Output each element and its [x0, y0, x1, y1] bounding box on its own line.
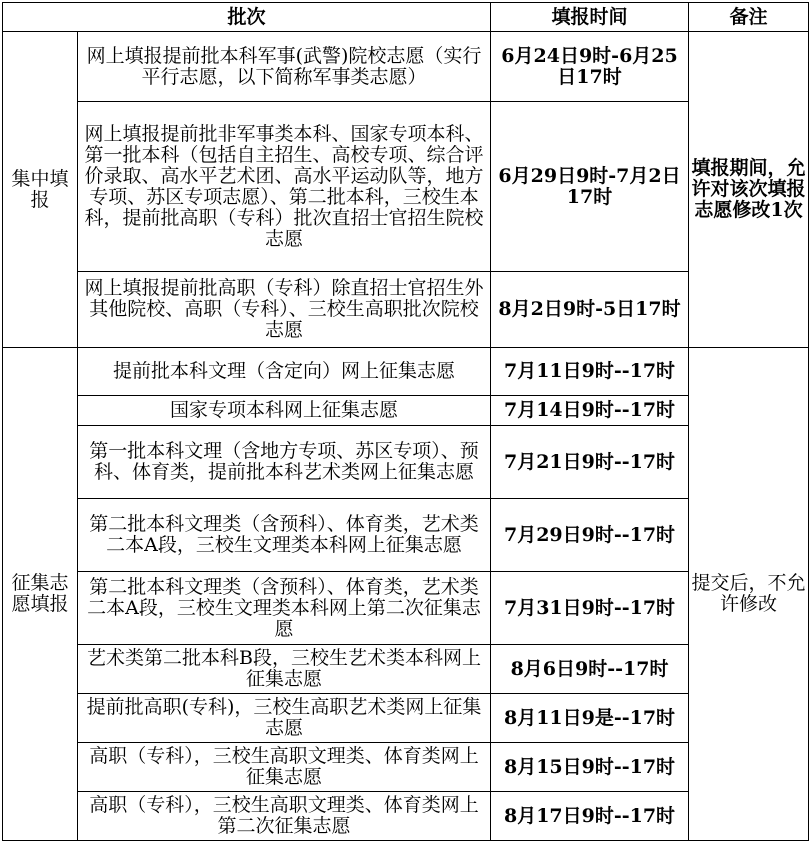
note-solicitation: 提交后，不允许修改 — [689, 348, 809, 841]
batch-desc: 网上填报提前批高职（专科）除直招士官招生外其他院校、高职（专科）、三校生高职批次院校志愿 — [78, 272, 491, 348]
batch-desc: 高职（专科），三校生高职文理类、体育类网上征集志愿 — [78, 743, 491, 792]
batch-time: 8月17日9时--17时 — [491, 792, 689, 841]
header-note: 备注 — [689, 3, 809, 32]
batch-time: 8月2日9时-5日17时 — [491, 272, 689, 348]
batch-desc: 提前批本科文理（含定向）网上征集志愿 — [78, 348, 491, 396]
batch-desc: 国家专项本科网上征集志愿 — [78, 396, 491, 426]
batch-desc: 第二批本科文理类（含预科）、体育类，艺术类二本A段，三校生文理类本科网上第二次征集志愿 — [78, 572, 491, 645]
table-row — [3, 32, 809, 102]
table-row — [3, 645, 809, 694]
batch-time: 6月29日9时-7月2日17时 — [491, 102, 689, 272]
batch-desc: 网上填报提前批本科军事(武警)院校志愿（实行平行志愿，以下简称军事类志愿） — [78, 32, 491, 102]
batch-time: 7月14日9时--17时 — [491, 396, 689, 426]
batch-time: 6月24日9时-6月25日17时 — [491, 32, 689, 102]
header-batch: 批次 — [3, 3, 491, 32]
note-concentrated: 填报期间，允许对该次填报志愿修改1次 — [689, 32, 809, 348]
batch-desc: 艺术类第二批本科B段，三校生艺术类本科网上征集志愿 — [78, 645, 491, 694]
table-row — [3, 572, 809, 645]
schedule-table — [2, 2, 809, 841]
category-concentrated: 集中填报 — [3, 32, 78, 348]
batch-time: 7月31日9时--17时 — [491, 572, 689, 645]
batch-time: 7月29日9时--17时 — [491, 499, 689, 572]
batch-time: 8月11日9是--17时 — [491, 694, 689, 743]
batch-desc: 网上填报提前批非军事类本科、国家专项本科、第一批本科（包括自主招生、高校专项、综合评价录取、高水平艺术团、高水平运动队等，地方专项、苏区专项志愿）、第二批本科，三校生本科，提前批高职（专科）批次直招士官招生院校志愿 — [78, 102, 491, 272]
batch-time: 8月6日9时--17时 — [491, 645, 689, 694]
table-row — [3, 426, 809, 499]
table-row — [3, 272, 809, 348]
table-row — [3, 348, 809, 396]
batch-time: 7月21日9时--17时 — [491, 426, 689, 499]
table-row — [3, 694, 809, 743]
batch-desc: 提前批高职(专科)，三校生高职艺术类网上征集志愿 — [78, 694, 491, 743]
table-row — [3, 102, 809, 272]
table-row — [3, 396, 809, 426]
batch-desc: 第二批本科文理类（含预科）、体育类，艺术类二本A段，三校生文理类本科网上征集志愿 — [78, 499, 491, 572]
table-row — [3, 743, 809, 792]
header-row — [3, 3, 809, 32]
table-row — [3, 499, 809, 572]
batch-time: 7月11日9时--17时 — [491, 348, 689, 396]
batch-desc: 高职（专科），三校生高职文理类、体育类网上第二次征集志愿 — [78, 792, 491, 841]
batch-desc: 第一批本科文理（含地方专项、苏区专项）、预科、体育类，提前批本科艺术类网上征集志愿 — [78, 426, 491, 499]
category-solicitation: 征集志愿填报 — [3, 348, 78, 841]
batch-time: 8月15日9时--17时 — [491, 743, 689, 792]
header-time: 填报时间 — [491, 3, 689, 32]
table-row — [3, 792, 809, 841]
